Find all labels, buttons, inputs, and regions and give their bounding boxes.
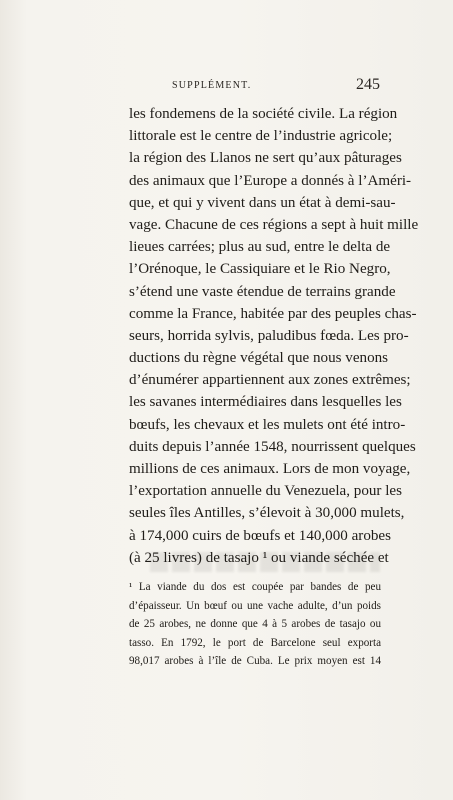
show-through-shadow (150, 552, 380, 572)
page-number: 245 (356, 76, 380, 93)
body-line: millions de ces animaux. Lors de mon voyage, (129, 461, 411, 477)
body-line: des animaux que l’Europe a donnés à l’Améri- (129, 172, 412, 189)
body-line: l’exportation annuelle du Venezuela, pour les (129, 483, 402, 500)
body-line: vage. Chacune de ces régions a sept à huit mille (129, 216, 419, 233)
body-line: à 174,000 cuirs de bœufs et 140,000 arobes (129, 527, 391, 544)
footnote-line: ¹ La viande du dos est coupée par bandes de peu (129, 581, 381, 593)
footnote-line: 98,017 arobes à l’île de Cuba. Le prix moyen est 14 (129, 655, 381, 668)
body-line: seurs, horrida sylvis, paludibus fœda. Les pro- (129, 327, 409, 344)
body-line: d’énumérer appartiennent aux zones extrêmes; (129, 372, 411, 389)
body-line: l’Orénoque, le Cassiquiare et le Rio Negro, (129, 261, 391, 278)
body-line: lieues carrées; plus au sud, entre le delta de (129, 239, 391, 256)
running-head: SUPPLÉMENT. (172, 80, 252, 91)
body-line: seules îles Antilles, s’élevoit à 30,000 mulets, (129, 505, 405, 522)
body-line: les savanes intermédiaires dans lesquelles les (129, 394, 402, 411)
body-line: les fondemens de la société civile. La région (129, 106, 398, 122)
body-line: s’étend une vaste étendue de terrains grande (129, 283, 396, 300)
body-line: que, et qui y vivent dans un état à demi-sau- (129, 194, 396, 211)
footnote-line: tasso. En 1792, le port de Barcelone seul exporta (129, 636, 381, 649)
body-line: bœufs, les chevaux et les mulets ont été intro- (129, 416, 406, 433)
page-header (128, 76, 380, 97)
footnote-line: d’épaisseur. Un bœuf ou une vache adulte, d’un poids (129, 599, 381, 612)
main-text (129, 103, 419, 569)
body-line: duits depuis l’année 1548, nourrissent quelques (129, 438, 416, 455)
footnotes (129, 578, 381, 671)
body-line: la région des Llanos ne sert qu’aux pâturages (129, 150, 402, 167)
footnote-line: de 25 arobes, ne donne que 4 à 5 arobes de tasajo ou (129, 618, 381, 631)
body-line: littorale est le centre de l’industrie agricole; (129, 128, 393, 145)
body-line: comme la France, habitée par des peuples chas- (129, 305, 417, 322)
body-line: ductions du règne végétal que nous venons (129, 350, 389, 367)
body-line: (à 25 livres) de tasajo ¹ ou viande séchée et (129, 549, 389, 566)
